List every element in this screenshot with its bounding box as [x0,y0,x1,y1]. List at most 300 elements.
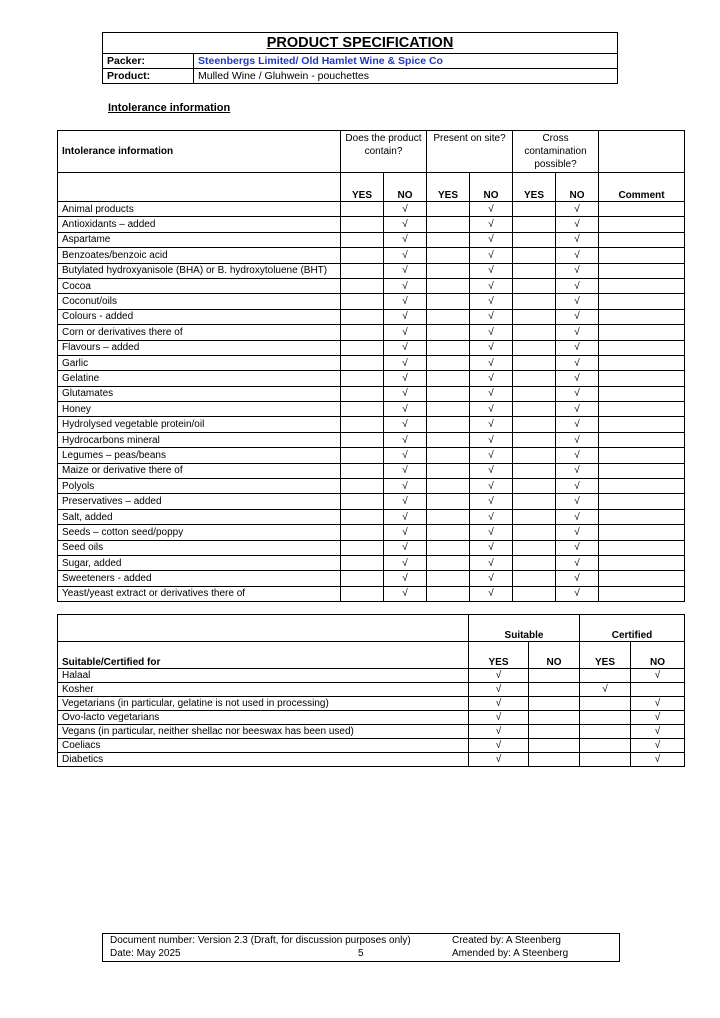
row-label: Coconut/oils [58,294,341,309]
cell-present-yes [427,325,470,340]
cell-cross-no: √ [556,278,599,293]
table-row [58,417,685,432]
cell-contain-no: √ [384,463,427,478]
row-label: Polyols [58,479,341,494]
table-row [58,509,685,524]
cell-contain-no: √ [384,371,427,386]
cell-suitable-no [529,697,580,711]
cell-contain-no: √ [384,448,427,463]
row-label: Diabetics [58,753,469,767]
cell-contain-no: √ [384,340,427,355]
cell-contain-yes [341,525,384,540]
cell-cross-no: √ [556,494,599,509]
cell-cross-yes [513,386,556,401]
group-header-contain: Does the product contain? [341,131,427,173]
cell-suitable-yes: √ [469,683,529,697]
cell-comment [599,355,685,370]
cell-cross-yes [513,494,556,509]
table-row [58,248,685,263]
cell-contain-no: √ [384,263,427,278]
subheader-no: NO [529,642,580,669]
cell-comment [599,525,685,540]
cell-present-yes [427,371,470,386]
cell-suitable-yes: √ [469,725,529,739]
table-row [58,739,685,753]
row-label: Vegetarians (in particular, gelatine is not used in processing) [58,697,469,711]
cell-comment [599,325,685,340]
cell-certified-yes [580,753,631,767]
group-header-cross: Cross contamination possible? [513,131,599,173]
cell-present-yes [427,355,470,370]
cell-cross-yes [513,278,556,293]
table-row [58,355,685,370]
cell-cross-no: √ [556,232,599,247]
cell-present-no: √ [470,371,513,386]
cell-contain-yes [341,263,384,278]
cell-contain-no: √ [384,386,427,401]
cell-cross-yes [513,479,556,494]
cell-contain-yes [341,402,384,417]
cell-contain-yes [341,232,384,247]
suitability-column-header: Suitable/Certified for [58,642,469,669]
page-title: PRODUCT SPECIFICATION [103,33,618,54]
cell-present-no: √ [470,217,513,232]
cell-present-yes [427,386,470,401]
table-row [58,463,685,478]
cell-cross-no: √ [556,432,599,447]
row-label: Garlic [58,355,341,370]
cell-comment [599,540,685,555]
table-row [58,683,685,697]
cell-contain-yes [341,417,384,432]
document-footer [102,933,620,962]
cell-contain-no: √ [384,509,427,524]
cell-comment [599,417,685,432]
cell-cross-yes [513,571,556,586]
cell-contain-yes [341,309,384,324]
cell-cross-yes [513,263,556,278]
cell-cross-no: √ [556,402,599,417]
cell-present-no: √ [470,448,513,463]
cell-comment [599,371,685,386]
cell-present-no: √ [470,463,513,478]
row-label: Animal products [58,202,341,217]
cell-comment [599,509,685,524]
cell-contain-yes [341,325,384,340]
cell-cross-no: √ [556,555,599,570]
cell-suitable-yes: √ [469,697,529,711]
cell-suitable-yes: √ [469,669,529,683]
row-label: Colours - added [58,309,341,324]
row-label: Coeliacs [58,739,469,753]
cell-present-yes [427,555,470,570]
table-row [58,725,685,739]
table-row [58,402,685,417]
cell-suitable-yes: √ [469,711,529,725]
table-row [58,294,685,309]
cell-cross-yes [513,248,556,263]
cell-cross-yes [513,432,556,447]
cell-cross-no: √ [556,248,599,263]
cell-suitable-no [529,711,580,725]
cell-suitable-no [529,739,580,753]
row-label: Seed oils [58,540,341,555]
cell-present-no: √ [470,232,513,247]
header-table [102,32,618,84]
cell-contain-yes [341,479,384,494]
cell-contain-no: √ [384,432,427,447]
cell-contain-no: √ [384,525,427,540]
cell-present-no: √ [470,340,513,355]
cell-present-no: √ [470,494,513,509]
cell-cross-yes [513,325,556,340]
cell-comment [599,309,685,324]
cell-suitable-no [529,753,580,767]
amended-by: Amended by: A Steenberg [452,948,569,959]
suitable-group-header: Suitable [469,615,580,642]
cell-contain-no: √ [384,571,427,586]
subheader-yes: YES [427,173,470,202]
cell-cross-yes [513,463,556,478]
table-row [58,525,685,540]
cell-present-yes [427,202,470,217]
row-label: Hydrolysed vegetable protein/oil [58,417,341,432]
cell-cross-yes [513,417,556,432]
cell-cross-yes [513,448,556,463]
subheader-no: NO [556,173,599,202]
cell-certified-no: √ [631,711,685,725]
cell-present-yes [427,263,470,278]
cell-cross-no: √ [556,217,599,232]
section-heading: Intolerance information [108,102,231,114]
cell-contain-no: √ [384,325,427,340]
row-label: Glutamates [58,386,341,401]
row-label: Sweeteners - added [58,571,341,586]
cell-cross-yes [513,555,556,570]
subheader-comment: Comment [599,173,685,202]
cell-certified-yes: √ [580,683,631,697]
cell-cross-no: √ [556,448,599,463]
cell-present-no: √ [470,263,513,278]
created-by: Created by: A Steenberg [452,935,561,946]
cell-contain-yes [341,555,384,570]
cell-contain-no: √ [384,479,427,494]
cell-contain-no: √ [384,202,427,217]
cell-present-yes [427,494,470,509]
cell-certified-no [631,683,685,697]
cell-cross-no: √ [556,463,599,478]
table-row [58,586,685,601]
cell-present-no: √ [470,555,513,570]
cell-comment [599,340,685,355]
cell-comment [599,202,685,217]
cell-cross-no: √ [556,479,599,494]
cell-certified-no: √ [631,669,685,683]
cell-cross-no: √ [556,294,599,309]
cell-suitable-no [529,683,580,697]
cell-cross-no: √ [556,263,599,278]
cell-comment [599,248,685,263]
cell-present-no: √ [470,402,513,417]
cell-cross-yes [513,340,556,355]
cell-contain-yes [341,355,384,370]
cell-cross-no: √ [556,340,599,355]
cell-cross-no: √ [556,525,599,540]
table-row [58,278,685,293]
cell-certified-yes [580,739,631,753]
cell-present-no: √ [470,294,513,309]
cell-present-no: √ [470,586,513,601]
suitability-top-blank [58,615,469,642]
cell-present-no: √ [470,355,513,370]
cell-cross-no: √ [556,371,599,386]
cell-contain-no: √ [384,586,427,601]
row-label: Butylated hydroxyanisole (BHA) or B. hydroxytoluene (BHT) [58,263,341,278]
cell-contain-no: √ [384,402,427,417]
suitability-table [57,614,685,767]
cell-certified-yes [580,697,631,711]
cell-comment [599,479,685,494]
cell-cross-no: √ [556,355,599,370]
cell-contain-no: √ [384,417,427,432]
cell-contain-no: √ [384,232,427,247]
cell-comment [599,555,685,570]
row-label: Cocoa [58,278,341,293]
group-header-present: Present on site? [427,131,513,173]
product-label: Product: [103,69,194,84]
cell-contain-yes [341,340,384,355]
cell-cross-yes [513,309,556,324]
cell-present-no: √ [470,509,513,524]
cell-present-yes [427,294,470,309]
cell-present-no: √ [470,202,513,217]
cell-cross-yes [513,232,556,247]
cell-present-no: √ [470,386,513,401]
cell-suitable-yes: √ [469,739,529,753]
cell-contain-yes [341,571,384,586]
cell-cross-no: √ [556,386,599,401]
packer-label: Packer: [103,54,194,69]
table-row [58,697,685,711]
cell-present-no: √ [470,525,513,540]
cell-present-yes [427,340,470,355]
cell-present-yes [427,540,470,555]
cell-present-no: √ [470,417,513,432]
row-label: Hydrocarbons mineral [58,432,341,447]
table-row [58,555,685,570]
cell-comment [599,402,685,417]
row-label: Salt, added [58,509,341,524]
subheader-yes: YES [469,642,529,669]
cell-present-yes [427,586,470,601]
row-label: Corn or derivatives there of [58,325,341,340]
table-row [58,711,685,725]
cell-present-no: √ [470,571,513,586]
cell-comment [599,294,685,309]
table-row [58,309,685,324]
cell-contain-no: √ [384,278,427,293]
cell-cross-yes [513,371,556,386]
cell-cross-yes [513,355,556,370]
cell-suitable-no [529,669,580,683]
cell-contain-no: √ [384,248,427,263]
table-row [58,325,685,340]
row-label: Seeds – cotton seed/poppy [58,525,341,540]
cell-present-yes [427,571,470,586]
cell-cross-no: √ [556,309,599,324]
cell-present-yes [427,525,470,540]
cell-suitable-yes: √ [469,753,529,767]
table-row [58,494,685,509]
cell-comment [599,432,685,447]
cell-certified-no: √ [631,739,685,753]
row-label: Gelatine [58,371,341,386]
cell-comment [599,232,685,247]
table-row [58,202,685,217]
cell-cross-yes [513,509,556,524]
cell-contain-yes [341,586,384,601]
cell-contain-yes [341,494,384,509]
subheader-no: NO [470,173,513,202]
product-value: Mulled Wine / Gluhwein - pouchettes [194,69,618,84]
cell-contain-yes [341,294,384,309]
cell-contain-no: √ [384,355,427,370]
cell-present-yes [427,232,470,247]
intolerance-table [57,130,685,602]
cell-present-yes [427,278,470,293]
cell-present-yes [427,509,470,524]
cell-present-no: √ [470,309,513,324]
cell-cross-yes [513,540,556,555]
cell-present-yes [427,432,470,447]
table-row [58,217,685,232]
cell-cross-yes [513,525,556,540]
cell-certified-yes [580,669,631,683]
cell-cross-no: √ [556,417,599,432]
row-label: Antioxidants – added [58,217,341,232]
intolerance-column-header: Intolerance information [58,131,341,173]
cell-present-yes [427,479,470,494]
cell-contain-yes [341,278,384,293]
page-number: 5 [358,948,364,959]
cell-comment [599,263,685,278]
table-row [58,571,685,586]
cell-cross-no: √ [556,202,599,217]
cell-present-no: √ [470,540,513,555]
cell-comment [599,586,685,601]
subheader-no: NO [384,173,427,202]
cell-contain-no: √ [384,494,427,509]
cell-present-yes [427,463,470,478]
cell-present-yes [427,217,470,232]
cell-certified-no: √ [631,725,685,739]
table-row [58,540,685,555]
cell-present-no: √ [470,479,513,494]
subheader-yes: YES [513,173,556,202]
cell-contain-yes [341,217,384,232]
cell-comment [599,494,685,509]
cell-contain-no: √ [384,309,427,324]
subheader-blank [58,173,341,202]
cell-certified-no: √ [631,753,685,767]
table-row [58,386,685,401]
row-label: Sugar, added [58,555,341,570]
table-row [58,371,685,386]
cell-contain-no: √ [384,217,427,232]
cell-comment [599,386,685,401]
document-date: Date: May 2025 [110,948,181,959]
group-header-blank [599,131,685,173]
cell-contain-yes [341,432,384,447]
table-row [58,753,685,767]
cell-contain-yes [341,509,384,524]
table-row [58,232,685,247]
row-label: Halaal [58,669,469,683]
row-label: Yeast/yeast extract or derivatives there of [58,586,341,601]
cell-present-no: √ [470,432,513,447]
table-row [58,669,685,683]
row-label: Ovo-lacto vegetarians [58,711,469,725]
subheader-yes: YES [580,642,631,669]
cell-cross-no: √ [556,509,599,524]
cell-contain-yes [341,371,384,386]
cell-certified-yes [580,725,631,739]
cell-present-no: √ [470,278,513,293]
subheader-no: NO [631,642,685,669]
certified-group-header: Certified [580,615,685,642]
row-label: Honey [58,402,341,417]
cell-contain-yes [341,448,384,463]
cell-present-no: √ [470,248,513,263]
row-label: Kosher [58,683,469,697]
table-row [58,432,685,447]
cell-cross-no: √ [556,540,599,555]
table-row [58,340,685,355]
cell-contain-yes [341,248,384,263]
row-label: Vegans (in particular, neither shellac nor beeswax has been used) [58,725,469,739]
row-label: Flavours – added [58,340,341,355]
cell-contain-no: √ [384,555,427,570]
cell-contain-yes [341,386,384,401]
document-number: Document number: Version 2.3 (Draft, for discussion purposes only) [110,935,411,946]
cell-cross-yes [513,217,556,232]
cell-certified-no: √ [631,697,685,711]
cell-cross-yes [513,294,556,309]
cell-suitable-no [529,725,580,739]
cell-contain-yes [341,463,384,478]
cell-cross-no: √ [556,325,599,340]
table-row [58,448,685,463]
cell-contain-no: √ [384,540,427,555]
cell-contain-yes [341,202,384,217]
cell-cross-no: √ [556,571,599,586]
cell-comment [599,448,685,463]
subheader-yes: YES [341,173,384,202]
row-label: Legumes – peas/beans [58,448,341,463]
packer-value: Steenbergs Limited/ Old Hamlet Wine & Spice Co [194,54,618,69]
cell-cross-yes [513,202,556,217]
cell-certified-yes [580,711,631,725]
cell-present-no: √ [470,325,513,340]
cell-cross-yes [513,402,556,417]
table-row [58,263,685,278]
cell-cross-yes [513,586,556,601]
cell-cross-no: √ [556,586,599,601]
cell-comment [599,463,685,478]
cell-comment [599,217,685,232]
cell-present-yes [427,402,470,417]
table-row [58,479,685,494]
